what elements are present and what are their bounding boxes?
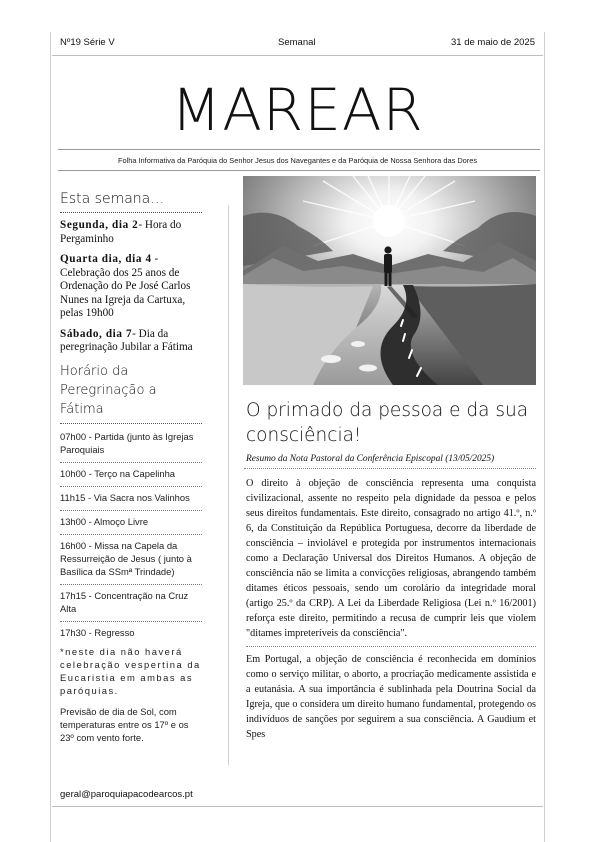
article-kicker: Resumo da Nota Pastoral da Conferência Episcopal (13/05/2025) [246,454,495,464]
schedule-item: 11h15 - Via Sacra nos Valinhos [60,486,202,504]
article-body [246,476,536,742]
schedule-item: 16h00 - Missa na Capela da Ressurreição de Jesus ( junto à Basílica da SSmª Trindade) [60,534,202,578]
schedule-title-rule [60,423,202,424]
event-item [60,253,202,321]
top-bar [60,37,535,51]
article-headline: O primado da pessoa e da sua consciência! [246,400,529,446]
issue-number: Nº19 Série V [60,37,115,48]
footer-divider [52,806,543,807]
schedule-title: Horário da Peregrinação a Fátima [60,363,157,417]
paragraph-rule [246,646,536,647]
article-paragraph: O direito à objeção de consciência representa uma conquista civilizacional, assente no respeito pela dignidade da pessoa e pelos seus direitos fundamentais. Este direito, consagrado no artigo 41.º, n.º 6, da Constituição da República Portuguesa, decorre da liberdade de consciência – inviolável e protegida por instrumentos internacionais como a Declaração Universal dos Direitos Humanos. A objeção de consciência não se limita a convicções religiosas, abrangendo também ditames éticos pessoais, sendo um corolário da integridade moral (artigo 25.º da CRP). A Lei da Liberdade Religiosa (Lei n.º 16/2001) reforça este direito, permitindo a recusa de cumprir leis que violem "ditames impreteríveis da consciência". [246,478,536,639]
event-item [60,219,202,246]
event-item [60,328,202,355]
schedule-item: 17h15 - Concentração na Cruz Alta [60,584,202,615]
event-text: - Celebração dos 25 anos de Ordenação do Pe José Carlos Nunes na Igreja da Cartuxa, pelas 19h00 [60,253,191,319]
schedule-item: 10h00 - Terço na Capelinha [60,462,202,480]
week-title: Esta semana… [60,191,165,207]
issue-date: 31 de maio de 2025 [451,37,535,48]
masthead-divider-bottom [58,170,540,171]
frequency: Semanal [278,37,316,48]
page-left-rule [50,32,51,842]
event-day: Quarta dia, dia 4 [60,253,152,265]
event-text: - Hora do Pergaminho [60,219,182,245]
top-divider [52,55,543,56]
page-right-rule [544,32,545,842]
masthead-title: MAREAR [171,76,424,144]
week-title-rule [60,212,202,213]
schedule-item: 13h00 - Almoço Livre [60,510,202,528]
schedule-item: 17h30 - Regresso [60,621,202,639]
article-illustration [243,176,536,385]
mass-note: *neste dia não haverá celebração vespertina da Eucaristia em ambas as paróquias. [60,645,201,696]
kicker-rule [244,468,536,469]
masthead-subtitle: Folha Informativa da Paróquia do Senhor Jesus dos Navegantes e da Paróquia de Nossa Senhora das Dores [117,156,478,165]
event-day: Segunda, dia 2 [60,219,139,231]
schedule-item: 07h00 - Partida (junto às Igrejas Paroquiais [60,430,194,455]
contact-email[interactable]: geral@paroquiapacodearcos.pt [60,789,193,800]
road-to-sun-illustration [243,176,536,385]
column-divider [228,205,229,765]
event-day: Sábado, dia 7 [60,327,133,340]
weather-note: Previsão de dia de Sol, com temperaturas entre os 17º e os 23º com vento forte. [60,705,189,743]
event-text: - Dia da peregrinação Jubilar a Fátima [60,327,193,353]
masthead-divider-top [58,149,540,150]
article-paragraph: Em Portugal, a objeção de consciência é reconhecida em domínios como o serviço militar, o aborto, a procriação medicamente assistida e a eutanásia. A sua importância é sublinhada pela Doutrina Social da Igreja, que o considera um direito humano fundamental, protegendo os indivíduos de sanções por seguirem a sua consciência. A Gaudium et Spes [246,654,536,740]
sidebar [60,190,202,744]
